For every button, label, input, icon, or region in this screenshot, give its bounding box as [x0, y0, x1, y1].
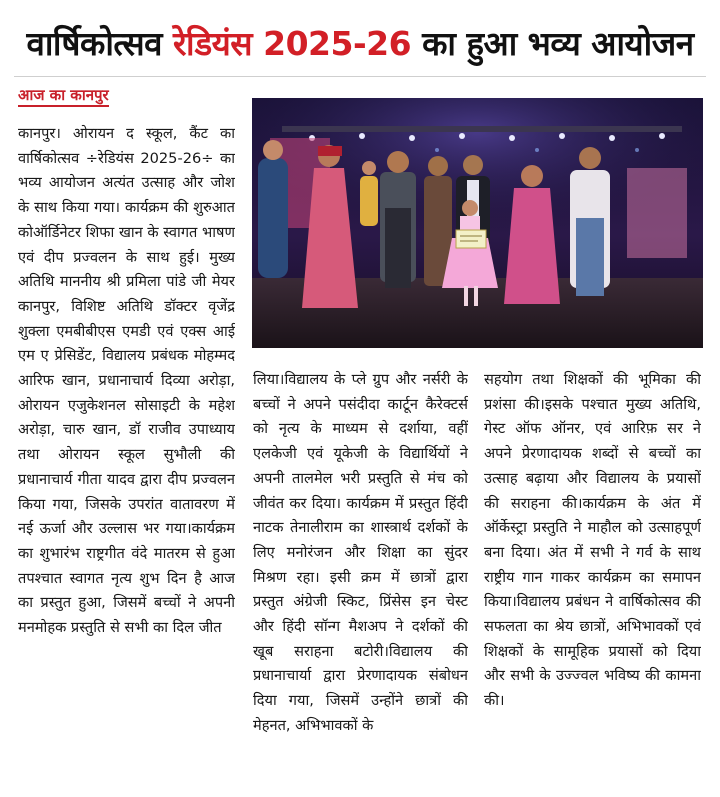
headline: [0, 22, 720, 66]
certificate-icon: [456, 230, 486, 248]
article-column-2: लिया।विद्यालय के प्ले ग्रुप और नर्सरी के बच्चों ने अपने पसंदीदा कार्टून कैरेक्टर्स को नृत्य के माध्यम से दर्शाया, वहीं एलकेजी एवं यूकेजी के विद्यार्थियों ने अपनी तालमेल भरी प्रस्तुति से मंच को जीवंत कर दिया। कार्यक्रम में प्रस्तुत हिंदी नाटक तेनालीराम का शास्त्रार्थ दर्शकों के लिए मनोरंजन और शिक्षा का सुंदर मिश्रण रहा। इसी क्रम में छात्रों द्वारा प्रस्तुत अंग्रेजी स्किट, प्रिंसेस इन चेस्ट और हिंदी सॉन्ग मैशअप ने दर्शकों की खूब सराहना बटोरी।विद्यालय की प्रधानाचार्या द्वारा प्रेरणादायक संबोधन दिया गया, जिसमें उन्होंने छात्रों की मेहनत, अभिभावकों के: [253, 371, 468, 734]
article-column-3: सहयोग तथा शिक्षकों की भूमिका की प्रशंसा की।इसके पश्चात मुख्य अतिथि, गेस्ट ऑफ ऑनर, एवं आरिफ़ सर ने अपने प्रेरणादायक शब्दों से बच्चों का उत्साह बढ़ाया और विद्यालय के प्रयासों की सराहना की।कार्यक्रम के अंत में ऑर्केस्ट्रा प्रस्तुति ने माहौल को उत्साहपूर्ण बना दिया। अंत में सभी ने गर्व के साथ राष्ट्रीय गान गाकर कार्यक्रम का समापन किया।विद्यालय प्रबंधन ने वार्षिकोत्सव की सफलता का श्रेय छात्रों, अभिभावकों एवं शिक्षकों के सामूहिक प्रयासों को दिया और सभी के उज्ज्वल भविष्य की कामना की।: [484, 371, 701, 710]
event-photo: [252, 98, 703, 348]
headline-part-3: का हुआ भव्य आयोजन: [411, 24, 694, 63]
source-label: आज का कानपुर: [18, 86, 109, 107]
headline-divider: [14, 76, 706, 77]
article-column-1: कानपुर। ओरायन द स्कूल, कैंट का वार्षिकोत्सव ÷रेडियंस 2025-26÷ का भव्य आयोजन अत्यंत उत्साह और जोश के साथ किया गया। कार्यक्रम की शुरुआत कोऑर्डिनेटर शिफा खान के स्वागत भाषण एवं दीप प्रज्वलन के साथ हुई। मुख्य अतिथि माननीय श्री प्रमिला पांडे जी मेयर कानपुर, विशिष्ट अतिथि डॉक्टर वृजेंद्र शुक्ला एमबीबीएस एमडी एवं एक्स आई एम ए प्रेसिडेंट, विद्यालय प्रबंधक मोहम्मद आरिफ खान, प्रधानाचार्य दिव्या अरोड़ा, ओरायन एजुकेशनल सोसाइटी के महेश अरोड़ा, चारु खान, डॉ राजीव उपाध्याय तथा ओरायन स्कूल सुभौली की प्रधानाचार्य गीता यादव द्वारा दीप प्रज्वलन किया गया, जिसके उपरांत वातावरण में नई ऊर्जा और उल्लास भर गया।कार्यक्रम का शुभारंभ राष्ट्रगीत वंदे मातरम से हुआ तपश्चात स्वागत नृत्य शुभ दिन है आज का प्रस्तुत हुआ, जिसमें बच्चों ने अपनी मनमोहक प्रस्तुति से सभी का दिल जीत: [18, 125, 235, 637]
headline-part-1: वार्षिकोत्सव: [26, 24, 173, 63]
headline-event-name: रेडियंस 2025-26: [172, 24, 412, 63]
